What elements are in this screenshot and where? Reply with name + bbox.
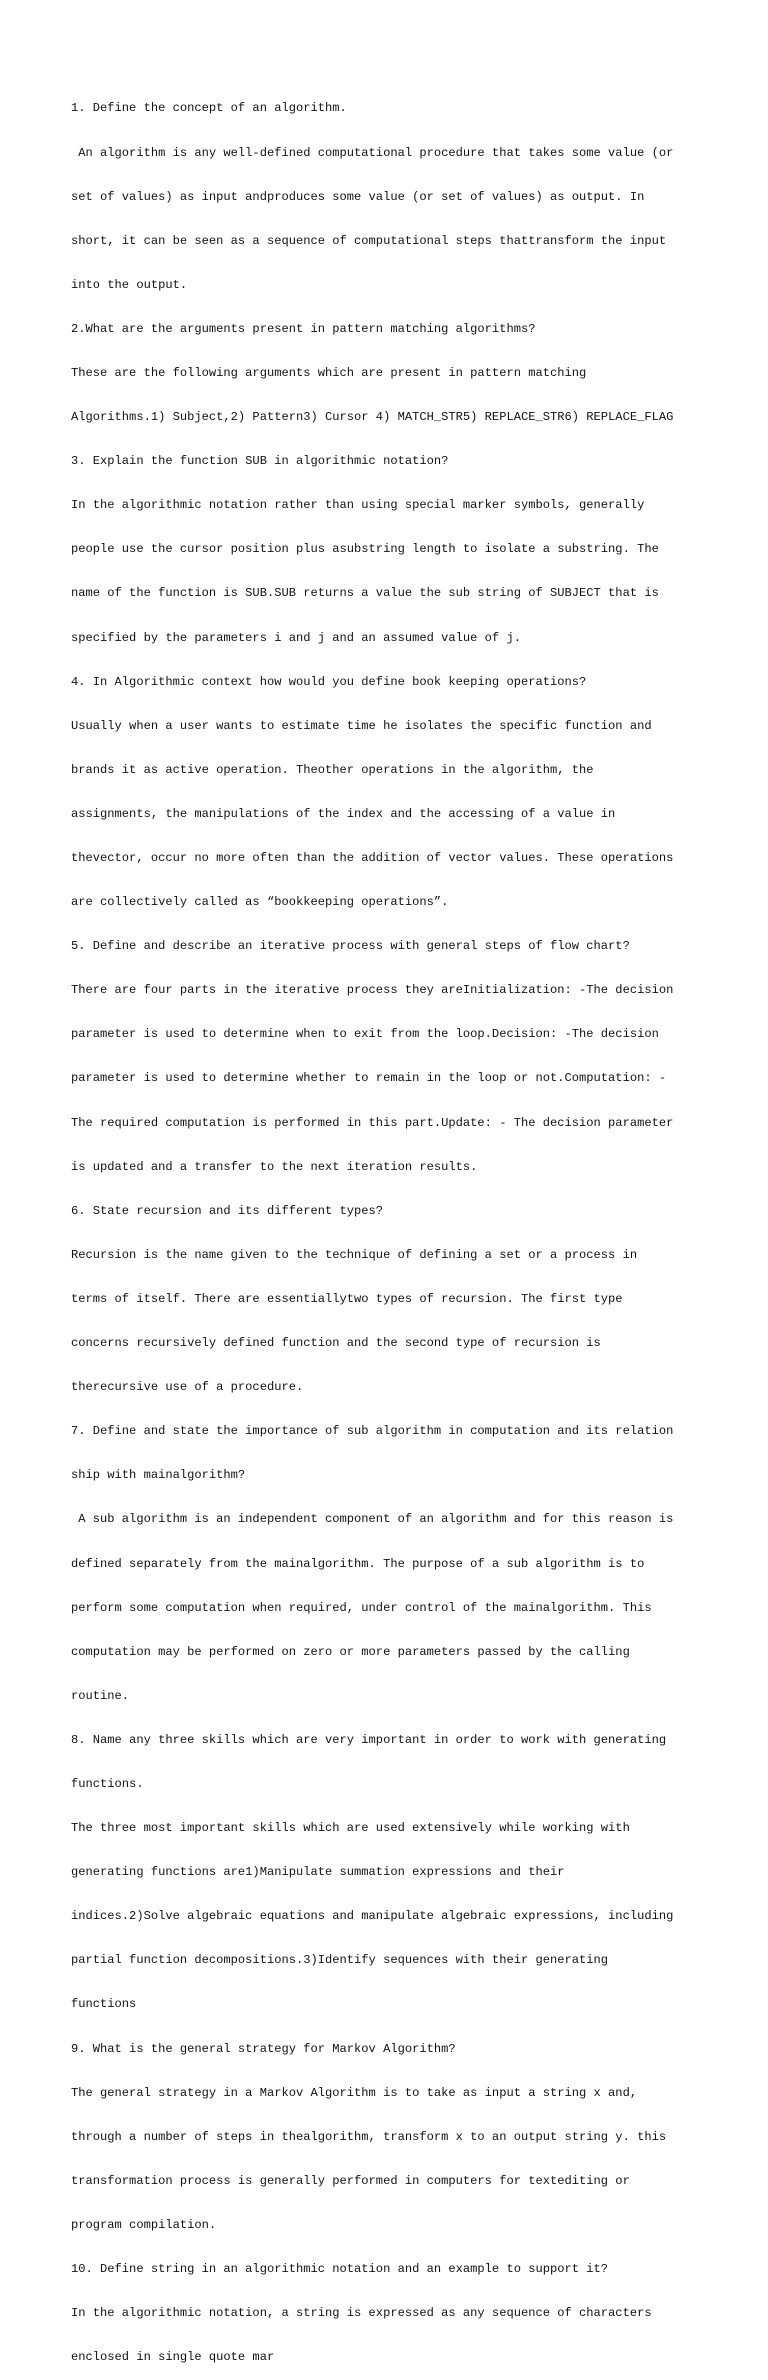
text-line: These are the following arguments which are present in pattern matching	[71, 365, 587, 380]
text-line: are collectively called as “bookkeeping operations”.	[71, 895, 449, 910]
text-line: specified by the parameters i and j and an assumed value of j.	[71, 630, 521, 645]
text-line: The three most important skills which are used extensively while working with	[71, 1821, 630, 1836]
text-line: computation may be performed on zero or more parameters passed by the calling	[71, 1644, 630, 1659]
text-line: A sub algorithm is an independent component of an algorithm and for this reason is	[71, 1512, 674, 1527]
text-line: program compilation.	[71, 2217, 217, 2232]
text-line: 9. What is the general strategy for Markov Algorithm?	[71, 2041, 456, 2056]
text-line: The general strategy in a Markov Algorithm is to take as input a string x and,	[71, 2085, 638, 2100]
text-line: indices.2)Solve algebraic equations and manipulate algebraic expressions, including	[71, 1909, 674, 1924]
text-line: partial function decompositions.3)Identify sequences with their generating	[71, 1953, 609, 1968]
text-line: 2.What are the arguments present in pattern matching algorithms?	[71, 321, 536, 336]
text-line: 5. Define and describe an iterative process with general steps of flow chart?	[71, 939, 630, 954]
text-line: into the output.	[71, 277, 188, 292]
text-line: ship with mainalgorithm?	[71, 1468, 246, 1483]
text-line: functions.	[71, 1776, 144, 1791]
text-line: 1. Define the concept of an algorithm.	[71, 101, 347, 116]
text-line: parameter is used to determine when to exit from the loop.Decision: -The decision	[71, 1027, 659, 1042]
text-line: 7. Define and state the importance of sub algorithm in computation and its relation	[71, 1424, 674, 1439]
text-line: transformation process is generally performed in computers for textediting or	[71, 2173, 630, 2188]
text-line: An algorithm is any well-defined computational procedure that takes some value (or	[71, 145, 674, 160]
text-line: set of values) as input andproduces some value (or set of values) as output. In	[71, 189, 645, 204]
text-line: parameter is used to determine whether to remain in the loop or not.Computation: -	[71, 1071, 667, 1086]
document-text-body	[71, 72, 701, 2380]
text-line: functions	[71, 1997, 137, 2012]
text-line: defined separately from the mainalgorithm. The purpose of a sub algorithm is to	[71, 1556, 645, 1571]
text-line: Recursion is the name given to the technique of defining a set or a process in	[71, 1247, 638, 1262]
text-line: 4. In Algorithmic context how would you define book keeping operations?	[71, 674, 587, 689]
text-line: name of the function is SUB.SUB returns a value the sub string of SUBJECT that is	[71, 586, 659, 601]
text-line: concerns recursively defined function and the second type of recursion is	[71, 1336, 601, 1351]
text-line: short, it can be seen as a sequence of computational steps thattransform the input	[71, 233, 667, 248]
text-line: therecursive use of a procedure.	[71, 1380, 304, 1395]
text-line: Algorithms.1) Subject,2) Pattern3) Cursor 4) MATCH_STR5) REPLACE_STR6) REPLACE_FLAG	[71, 410, 674, 425]
text-line: assignments, the manipulations of the index and the accessing of a value in	[71, 806, 616, 821]
text-line: people use the cursor position plus asubstring length to isolate a substring. The	[71, 542, 659, 557]
text-line: Usually when a user wants to estimate time he isolates the specific function and	[71, 718, 652, 733]
text-line: routine.	[71, 1688, 130, 1703]
text-line: In the algorithmic notation, a string is expressed as any sequence of characters	[71, 2306, 652, 2321]
text-line: 10. Define string in an algorithmic notation and an example to support it?	[71, 2262, 609, 2276]
text-line: is updated and a transfer to the next iteration results.	[71, 1159, 478, 1174]
text-line: through a number of steps in thealgorithm, transform x to an output string y. this	[71, 2129, 667, 2144]
text-line: 6. State recursion and its different types?	[71, 1203, 384, 1218]
text-line: terms of itself. There are essentiallytwo types of recursion. The first type	[71, 1291, 623, 1306]
text-line: enclosed in single quote mar	[71, 2350, 275, 2365]
text-line: thevector, occur no more often than the addition of vector values. These operations	[71, 851, 674, 865]
text-line: 3. Explain the function SUB in algorithmic notation?	[71, 454, 449, 469]
text-line: There are four parts in the iterative process they areInitialization: -The decision	[71, 983, 674, 998]
text-line: brands it as active operation. Theother operations in the algorithm, the	[71, 762, 594, 777]
text-line: perform some computation when required, under control of the mainalgorithm. This	[71, 1600, 652, 1615]
text-line: In the algorithmic notation rather than using special marker symbols, generally	[71, 498, 645, 513]
text-line: 8. Name any three skills which are very important in order to work with generating	[71, 1732, 667, 1747]
text-line: The required computation is performed in this part.Update: - The decision parameter	[71, 1115, 674, 1130]
text-line: generating functions are1)Manipulate summation expressions and their	[71, 1865, 565, 1880]
